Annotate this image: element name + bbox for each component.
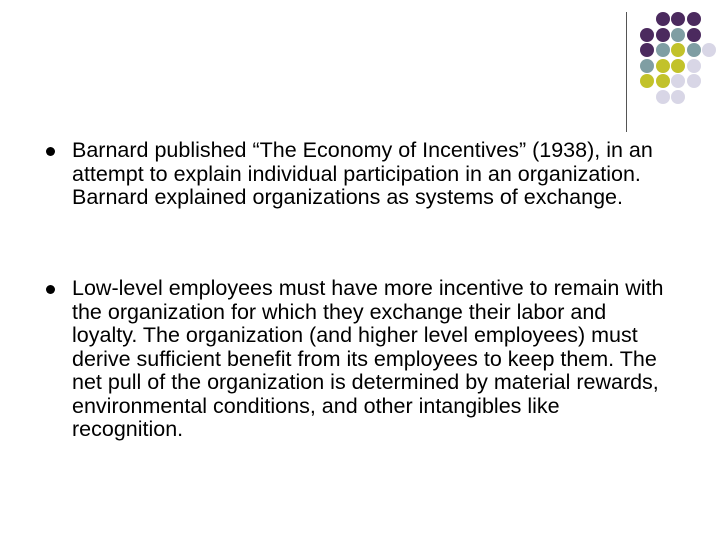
bullet-dot-icon <box>46 285 55 294</box>
bullet-text-1: Barnard published “The Economy of Incentives” (1938), in an attempt to explain individual participation in an organization. Barnard explained organizations as systems of exchange. <box>72 138 653 209</box>
bullet-item-1 <box>72 139 672 210</box>
bullet-item-2 <box>72 277 672 442</box>
bullet-dot-icon <box>46 147 55 156</box>
bullet-text-2: Low-level employees must have more incentive to remain with the organization for which they exchange their labor and loyalty. The organization (and higher level employees) must derive sufficient benefit from its employees to keep them. The net pull of the organization is determined by material rewards, environmental conditions, and other intangibles like recognition. <box>72 276 664 441</box>
